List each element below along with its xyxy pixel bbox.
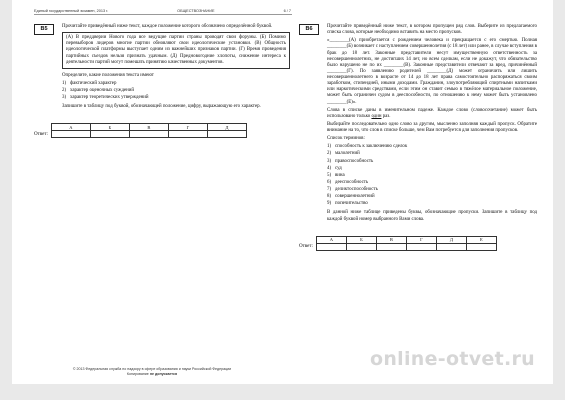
list-item: 7) деликтоспособность (327, 187, 378, 192)
task-b5-badge: B5 (34, 24, 54, 35)
letter-cell: Д (207, 124, 246, 131)
answer-cell[interactable] (406, 243, 436, 250)
site-watermark: online-otvet.ru (369, 348, 535, 370)
list-item: 9) попечительство (327, 201, 368, 207)
answer-cell[interactable] (168, 131, 207, 138)
list-item: 2) малолетний (327, 151, 360, 157)
list-item: 8) совершеннолетний (327, 194, 375, 200)
task-b6-terms (327, 144, 537, 207)
page-number: 6 / 7 (283, 9, 291, 13)
answer-cell[interactable] (207, 131, 246, 138)
task-b6-instruction: В данной ниже таблице приведены буквы, обозначающие пропуски. Запишите в таблицу под каждой буквой номер выбранного Вами слова. (327, 210, 537, 222)
task-b5 (34, 24, 290, 138)
exam-title: Единый государственный экзамен, 2013 г. (34, 9, 109, 13)
answer-cell[interactable] (90, 131, 129, 138)
task-b6-answer-table (316, 236, 497, 251)
letter-cell: Б (346, 236, 376, 243)
task-b5-instruction: Запишите в таблицу под буквой, обозначающей положение, цифру, выражающую его характер. (62, 104, 261, 110)
task-b5-question: Определите, какие положения текста имеют (62, 72, 154, 78)
task-b6-note-2: Выбирайте последовательно одно слово за другим, мысленно заполняя каждый пропуск. Обратите внимание на то, что слов в списке больше, чем Вам потребуется для заполнения пропусков. (327, 121, 537, 133)
letter-cell: В (376, 236, 406, 243)
task-b5-options (62, 81, 290, 101)
letter-cell: В (129, 124, 168, 131)
list-item: 1) способность к заключению сделок (327, 144, 408, 150)
answer-cell[interactable] (129, 131, 168, 138)
task-b5-intro: Прочитайте приведённый ниже текст, каждое положение которого обозначено определённой буквой. (62, 24, 273, 29)
copy-notice: Копирование не допускается (126, 371, 178, 376)
answer-cell[interactable] (51, 131, 90, 138)
answer-cell[interactable] (346, 243, 376, 250)
letter-cell: А (51, 124, 90, 131)
letter-cell: Е (466, 236, 496, 243)
exam-page (12, 0, 553, 384)
answer-cell[interactable] (376, 243, 406, 250)
task-b6-badge: B6 (299, 24, 319, 35)
page-header (34, 9, 291, 13)
task-b6-intro: Прочитайте приведённый ниже текст, в котором пропущен ряд слов. Выберите из предлагаемого списка слова, которые необходимо вставить на место пропусков. (327, 24, 537, 36)
letter-cell: Г (168, 124, 207, 131)
list-item: 4) суд (327, 165, 342, 171)
answer-label: Ответ: (299, 244, 313, 250)
task-b6-list-title: Список терминов: (327, 136, 365, 142)
list-item: 5) вина (327, 172, 345, 178)
list-item: 3) правоспособность (327, 158, 374, 164)
letter-cell: Б (90, 124, 129, 131)
letter-cell: Д (436, 236, 466, 243)
header-divider (34, 14, 292, 15)
answer-label: Ответ: (34, 132, 48, 138)
task-b5-text-box: (А) В преддверии Нового года все ведущие партии страны проводят свои форумы. (Б) Помимо перевыборов лидеров многие партии обновляют свои идеологические установки. (В) Общность идеологической платформы выступает одним из важнейших признаков партии. (Г) Время проведения партийных съездов нельзя признать удачным. (Д) Предновогодние хлопоты, снижение интереса к деятельности партий могут помешать принятию качественных документов. (62, 32, 290, 69)
task-b6-paragraph: «________(А) приобретается с рождением человека и прекращается с его смертью. Полная ________(Б) возникает с наступлением совершеннолетия (с 18 лет) или ранее, в случае вступления в брак до 18 лет. Законные представители несут имущественную ответственность за несовершеннолетних, не достигших 14 лет, но всем сделкам, если не докажут, что обязательство было нарушено не по их ________(В). Законные представители отвечают за вред, причинённый ________(Г). По заявлению родителей ________(Д) может ограничить или лишить несовершеннолетнего в возрасте от 14 до 18 лет права самостоятельно распоряжаться своим заработком, стипендией, иными доходами. Гражданин, злоупотребляющий спиртными напитками или наркотическими средствами, если этим он ставит семью в тяжёлое материальное положение, может быть ограничен судом в дееспособности, по отношению к нему может быть установлено ________(Е)». (327, 38, 537, 105)
task-b5-answer-table (51, 123, 247, 138)
answer-cell[interactable] (316, 243, 346, 250)
list-item: 3) характер теоретических утверждений (62, 95, 149, 101)
list-item: 6) дееспособность (327, 179, 369, 185)
subject-name: ОБЩЕСТВОЗНАНИЕ (177, 9, 215, 13)
task-b5-answer (34, 118, 290, 138)
page-footer (52, 367, 252, 376)
list-item: 1) фактический характер (62, 80, 117, 86)
letter-cell: Г (406, 236, 436, 243)
copyright-line: © 2013 Федеральная служба по надзору в сфере образования и науки Российской Федерации (72, 367, 232, 371)
list-item: 2) характер оценочных суждений (62, 88, 135, 93)
answer-cell[interactable] (466, 243, 496, 250)
answer-cell[interactable] (436, 243, 466, 250)
letter-cell: А (316, 236, 346, 243)
task-b6 (299, 24, 537, 251)
task-b6-note-1: Слова в списке даны в именительном падеже. Каждое слово (словосочетание) может быть использовано только один раз. (327, 107, 537, 119)
task-b6-answer (299, 231, 537, 251)
